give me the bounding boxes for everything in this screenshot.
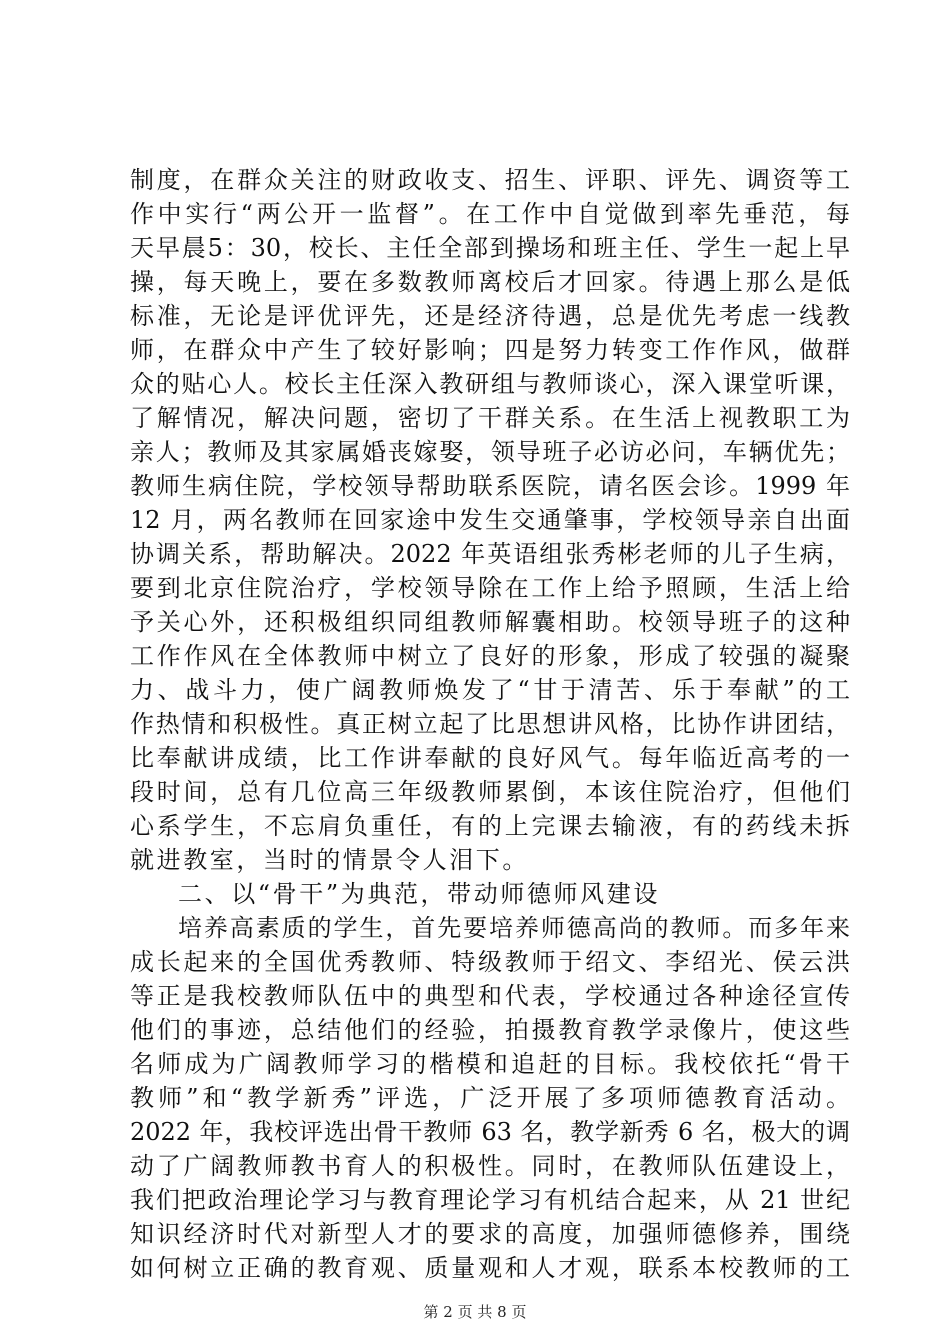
section-heading: 二、以“骨干”为典范，带动师德师风建设 — [178, 880, 660, 908]
page-footer: 第 2 页 共 8 页 — [423, 1303, 527, 1321]
text-line: 2022 年，我校评选出骨干教师 63 名，教学新秀 6 名，极大的调 — [130, 1118, 850, 1146]
text-line: 比奉献讲成绩，比工作讲奉献的良好风气。每年临近高考的一 — [130, 744, 850, 772]
text-line: 心系学生，不忘肩负重任，有的上完课去输液，有的药线未拆 — [130, 812, 850, 840]
text-line: 作中实行“两公开一监督”。在工作中自觉做到率先垂范，每 — [130, 200, 850, 228]
text-line: 师，在群众中产生了较好影响；四是努力转变工作作风，做群 — [130, 336, 850, 364]
text-line: 名师成为广阔教师学习的楷模和追赶的目标。我校依托“骨干 — [130, 1050, 850, 1078]
text-line: 如何树立正确的教育观、质量观和人才观，联系本校教师的工 — [130, 1254, 850, 1282]
text-line: 力、战斗力，使广阔教师焕发了“甘于清苦、乐于奉献”的工 — [130, 676, 850, 704]
text-line: 动了广阔教师教书育人的积极性。同时，在教师队伍建设上， — [130, 1152, 850, 1180]
text-line: 予关心外，还积极组织同组教师解囊相助。校领导班子的这种 — [130, 608, 850, 636]
text-line: 我们把政治理论学习与教育理论学习有机结合起来，从 21 世纪 — [130, 1186, 850, 1214]
text-line: 知识经济时代对新型人才的要求的高度，加强师德修养，围绕 — [130, 1220, 850, 1248]
text-line: 就进教室，当时的情景令人泪下。 — [130, 846, 529, 874]
text-line: 教师生病住院，学校领导帮助联系医院，请名医会诊。1999 年 — [130, 472, 850, 500]
text-line: 培养高素质的学生，首先要培养师德高尚的教师。而多年来 — [178, 914, 850, 942]
text-line: 协调关系，帮助解决。2022 年英语组张秀彬老师的儿子生病， — [130, 540, 850, 568]
text-line: 制度，在群众关注的财政收支、招生、评职、评先、调资等工 — [130, 166, 850, 194]
text-line: 亲人；教师及其家属婚丧嫁娶，领导班子必访必问，车辆优先； — [130, 438, 850, 466]
text-line: 工作作风在全体教师中树立了良好的形象，形成了较强的凝聚 — [130, 642, 850, 670]
text-line: 等正是我校教师队伍中的典型和代表，学校通过各种途径宣传 — [130, 982, 850, 1010]
text-line: 操，每天晚上，要在多数教师离校后才回家。待遇上那么是低 — [130, 268, 850, 296]
text-line: 他们的事迹，总结他们的经验，拍摄教育教学录像片，使这些 — [130, 1016, 850, 1044]
text-line: 成长起来的全国优秀教师、特级教师于绍文、李绍光、侯云洪 — [130, 948, 850, 976]
text-line: 教师”和“教学新秀”评选，广泛开展了多项师德教育活动。 — [130, 1084, 850, 1112]
text-line: 众的贴心人。校长主任深入教研组与教师谈心，深入课堂听课， — [130, 370, 850, 398]
text-line: 了解情况，解决问题，密切了干群关系。在生活上视教职工为 — [130, 404, 850, 432]
text-line: 天早晨5：30，校长、主任全部到操场和班主任、学生一起上早 — [130, 234, 850, 262]
document-body — [130, 163, 850, 1285]
text-line: 要到北京住院治疗，学校领导除在工作上给予照顾，生活上给 — [130, 574, 850, 602]
text-line: 12 月，两名教师在回家途中发生交通肇事，学校领导亲自出面 — [130, 506, 850, 534]
text-line: 段时间，总有几位高三年级教师累倒，本该住院治疗，但他们 — [130, 778, 850, 806]
text-line: 标准，无论是评优评先，还是经济待遇，总是优先考虑一线教 — [130, 302, 850, 330]
text-line: 作热情和积极性。真正树立起了比思想讲风格，比协作讲团结， — [130, 710, 850, 738]
